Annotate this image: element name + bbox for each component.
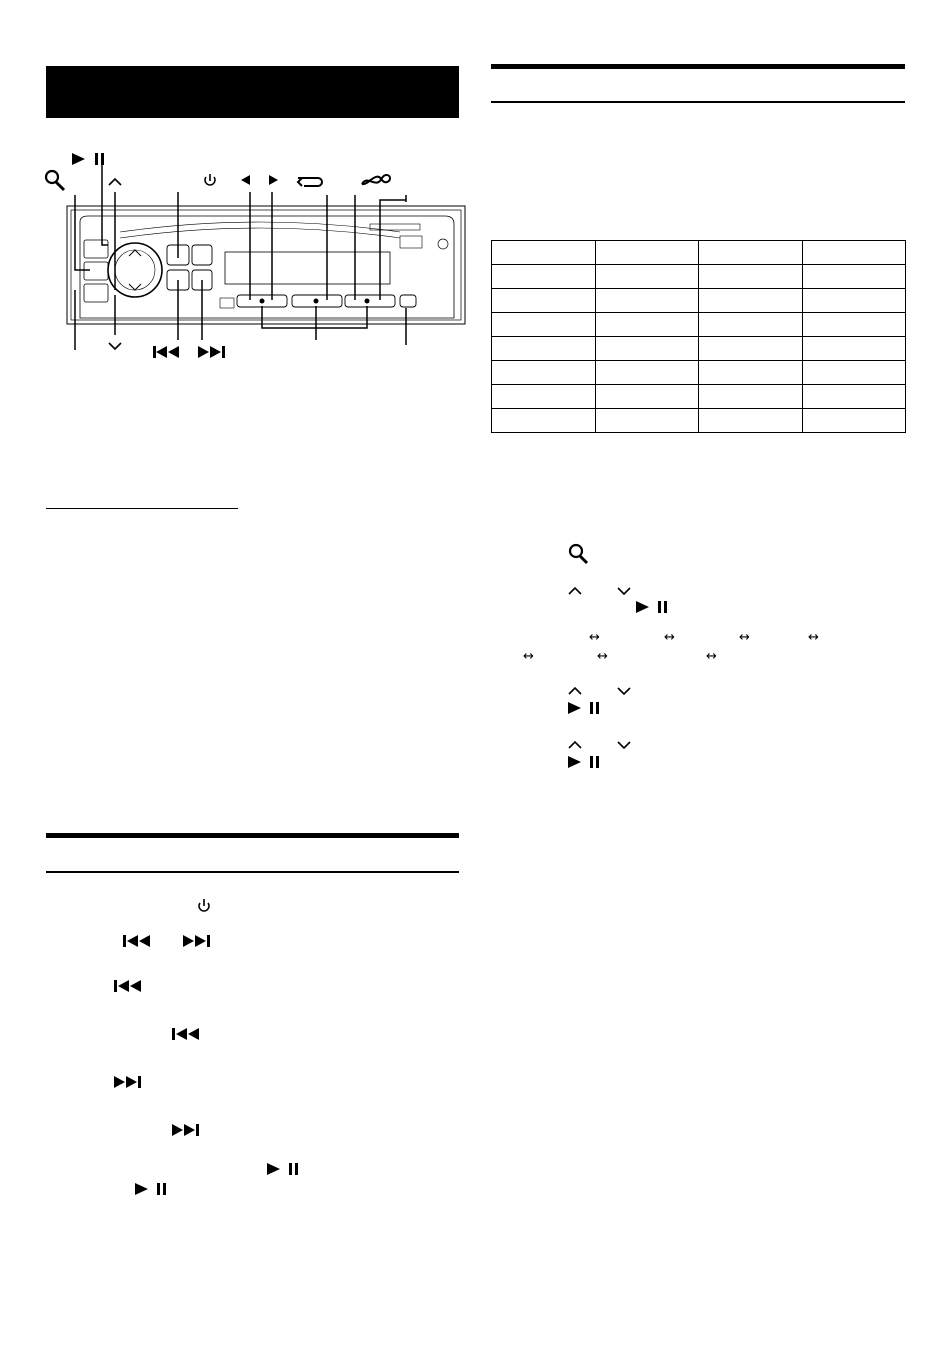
table-cell: [699, 361, 803, 385]
skip-back-icon: [123, 935, 150, 947]
skip-forward-icon: [183, 935, 210, 947]
double-arrow-icon: ↔: [664, 630, 675, 645]
skip-forward-icon: [172, 1124, 199, 1136]
play-pause-icon: [568, 702, 599, 714]
power-icon: [205, 174, 215, 185]
double-arrow-icon: ↔: [597, 649, 608, 664]
double-arrow-icon: ↔: [706, 649, 717, 664]
table-cell: [492, 409, 596, 433]
table-cell: [595, 385, 699, 409]
double-arrow-icon: ↔: [523, 649, 534, 664]
chevron-down-icon: [109, 343, 121, 349]
double-arrow-icon: ↔: [589, 630, 600, 645]
table-cell: [802, 241, 906, 265]
table-cell: [699, 385, 803, 409]
table-cell: [492, 241, 596, 265]
table-cell: [802, 337, 906, 361]
table-cell: [595, 289, 699, 313]
skip-forward-icon: [114, 1076, 141, 1088]
table-cell: [699, 289, 803, 313]
table-row: [492, 289, 906, 313]
inline-icons-left: [100, 895, 330, 1195]
table-row: [492, 337, 906, 361]
skip-back-icon: [172, 1028, 199, 1040]
table-cell: [699, 241, 803, 265]
chevron-down-icon: [618, 742, 630, 748]
inline-icons-right: [510, 540, 870, 770]
chevron-up-icon: [569, 742, 581, 748]
skip-forward-icon: [198, 346, 225, 358]
triangle-left-icon: [241, 175, 250, 185]
right-section-rule-thick: [491, 64, 905, 69]
table-cell: [595, 313, 699, 337]
section-rule-thin: [46, 871, 459, 873]
table-cell: [595, 265, 699, 289]
chevron-down-icon: [618, 688, 630, 694]
head-unit-diagram: [40, 140, 470, 370]
blank-table: [491, 240, 906, 433]
table-cell: [492, 385, 596, 409]
play-pause-icon: [568, 756, 599, 768]
table-cell: [802, 361, 906, 385]
skip-back-icon: [114, 980, 141, 992]
section-title-banner: [46, 66, 459, 118]
table-cell: [492, 265, 596, 289]
table-row: [492, 265, 906, 289]
play-pause-icon: [72, 153, 104, 165]
shuffle-icon: [362, 175, 390, 184]
table-cell: [595, 241, 699, 265]
table-row: [492, 313, 906, 337]
table-row: [492, 409, 906, 433]
table-row: [492, 241, 906, 265]
table-cell: [699, 265, 803, 289]
skip-back-icon: [153, 346, 179, 358]
table-row: [492, 385, 906, 409]
triangle-right-icon: [269, 175, 278, 185]
table-cell: [802, 385, 906, 409]
table-cell: [802, 313, 906, 337]
double-arrow-icon: ↔: [808, 630, 819, 645]
table-cell: [595, 361, 699, 385]
table-cell: [699, 313, 803, 337]
table-cell: [802, 409, 906, 433]
double-arrow-icon: ↔: [739, 630, 750, 645]
repeat-icon: [298, 178, 322, 186]
search-icon: [570, 545, 587, 563]
table-cell: [595, 409, 699, 433]
right-section-rule-thin: [491, 101, 905, 103]
play-pause-icon: [636, 601, 667, 613]
table-cell: [492, 337, 596, 361]
chevron-up-icon: [569, 688, 581, 694]
search-icon: [46, 171, 64, 190]
chevron-up-icon: [109, 179, 121, 185]
section-underline: [46, 508, 238, 509]
table-cell: [699, 409, 803, 433]
table-cell: [492, 313, 596, 337]
table-cell: [699, 337, 803, 361]
table-cell: [492, 361, 596, 385]
chevron-up-icon: [569, 588, 581, 594]
play-pause-icon: [135, 1183, 166, 1195]
table-cell: [802, 265, 906, 289]
table-cell: [595, 337, 699, 361]
table-cell: [802, 289, 906, 313]
arrow-icons-row: [523, 630, 819, 664]
section-rule-thick: [46, 833, 459, 838]
table-row: [492, 361, 906, 385]
play-pause-icon: [267, 1163, 298, 1175]
chevron-down-icon: [618, 588, 630, 594]
table-cell: [492, 289, 596, 313]
power-icon: [199, 899, 209, 911]
